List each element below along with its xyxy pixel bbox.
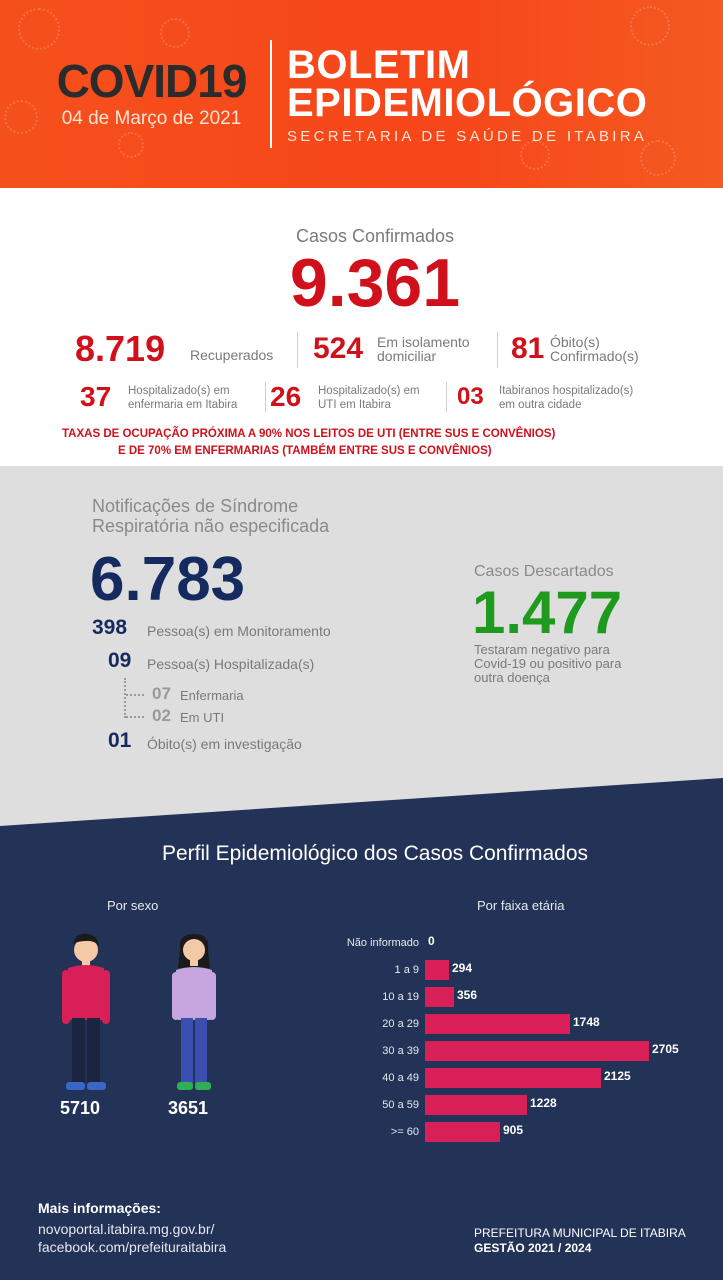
ward-label-2: enfermaria em Itabira — [128, 399, 238, 411]
age-category-label: >= 60 — [390, 1126, 419, 1138]
isolation-label-1: Em isolamento — [377, 334, 470, 350]
virus-icon — [640, 140, 676, 176]
age-bar — [425, 1068, 601, 1088]
recovered-value: 8.719 — [75, 328, 166, 369]
deaths-value: 81 — [511, 332, 545, 365]
age-bar — [425, 987, 454, 1007]
divider — [265, 382, 266, 412]
age-bar — [425, 1014, 570, 1034]
virus-icon — [630, 6, 670, 46]
age-bar-value: 294 — [452, 961, 473, 975]
occupancy-warning-1: TAXAS DE OCUPAÇÃO PRÓXIMA A 90% NOS LEITOS DE UTI (ENTRE SUS E CONVÊNIOS) — [62, 428, 556, 440]
tree-connector — [126, 716, 144, 718]
ward-label-1: Hospitalizado(s) em — [128, 385, 230, 397]
header-divider — [270, 40, 272, 148]
prefeitura-block — [474, 1226, 686, 1256]
isolation-label-2: domiciliar — [377, 348, 437, 364]
female-figure-icon — [166, 928, 222, 1096]
divider — [446, 382, 447, 412]
age-category-label: 30 a 39 — [382, 1045, 419, 1057]
more-info-block — [38, 1200, 226, 1256]
age-bar-value: 2125 — [604, 1069, 631, 1083]
notifications-label — [92, 496, 329, 536]
bulletin-title-line2: EPIDEMIOLÓGICO — [287, 81, 648, 125]
covid-title-block — [44, 55, 259, 130]
deaths-investigation-value: 01 — [108, 729, 132, 752]
age-category-label: 50 a 59 — [382, 1099, 419, 1111]
facebook-link[interactable]: facebook.com/prefeituraitabira — [38, 1239, 227, 1255]
notifications-label-2: Respiratória não especificada — [92, 516, 330, 536]
bulletin-date: 04 de Março de 2021 — [61, 108, 242, 129]
ward-sub-value: 07 — [152, 684, 171, 703]
occupancy-warning-2: E DE 70% EM ENFERMARIAS (TAMBÉM ENTRE SUS E CONVÊNIOS) — [118, 445, 492, 457]
isolation-value: 524 — [313, 332, 364, 365]
icu-sub-label: Em UTI — [180, 710, 225, 725]
deaths-investigation-label: Óbito(s) em investigação — [147, 736, 302, 752]
more-info-title: Mais informações: — [38, 1200, 161, 1216]
confirmed-label: Casos Confirmados — [295, 226, 455, 246]
gestao-label: GESTÃO 2021 / 2024 — [474, 1241, 592, 1255]
hospitalized-value: 09 — [108, 649, 132, 672]
notifications-value: 6.783 — [90, 545, 246, 614]
age-bar — [425, 960, 449, 980]
deaths-label-1: Óbito(s) — [550, 334, 600, 350]
ward-value: 37 — [80, 381, 112, 412]
age-category-label: 10 a 19 — [382, 991, 419, 1003]
age-bar — [425, 1122, 500, 1142]
other-city-value: 03 — [457, 383, 484, 410]
divider — [497, 332, 498, 368]
age-bar-value: 356 — [457, 988, 478, 1002]
virus-icon — [160, 18, 190, 48]
covid-title: COVID19 — [56, 55, 247, 107]
deaths-label-2: Confirmado(s) — [550, 348, 639, 364]
other-city-label-2: em outra cidade — [499, 399, 582, 411]
notifications-label-1: Notificações de Síndrome — [92, 496, 299, 516]
secretaria-label: SECRETARIA DE SAÚDE DE ITABIRA — [287, 128, 648, 145]
age-category-label: 40 a 49 — [382, 1072, 419, 1084]
age-bar-value: 1228 — [530, 1096, 557, 1110]
age-category-label: 20 a 29 — [382, 1018, 419, 1030]
divider — [297, 332, 298, 368]
virus-icon — [4, 100, 38, 134]
virus-icon — [18, 8, 60, 50]
bulletin-title-block — [287, 43, 648, 145]
female-count: 3651 — [168, 1098, 209, 1118]
age-bar-value: 2705 — [652, 1042, 679, 1056]
age-category-label: Não informado — [346, 937, 419, 949]
discarded-note-2: Covid-19 ou positivo para — [474, 656, 622, 671]
monitoring-label: Pessoa(s) em Monitoramento — [147, 623, 331, 639]
age-bar — [425, 1095, 527, 1115]
website-link[interactable]: novoportal.itabira.mg.gov.br/ — [38, 1221, 215, 1237]
other-city-label-1: Itabiranos hospitalizado(s) — [499, 385, 634, 397]
recovered-label: Recuperados — [190, 347, 274, 363]
icu-label-1: Hospitalizado(s) em — [318, 385, 420, 397]
age-bar-value: 1748 — [573, 1015, 600, 1029]
age-bar-value: 0 — [428, 934, 435, 948]
discarded-note-3: outra doença — [474, 670, 550, 685]
by-age-label: Por faixa etária — [477, 898, 565, 913]
age-bar-value: 905 — [503, 1123, 524, 1137]
header-banner — [0, 0, 723, 188]
discarded-note-1: Testaram negativo para — [474, 642, 610, 657]
profile-title: Perfil Epidemiológico dos Casos Confirmados — [161, 842, 589, 865]
confirmed-section — [0, 188, 723, 466]
confirmed-value: 9.361 — [289, 245, 461, 321]
bulletin-title-line1: BOLETIM — [287, 43, 471, 87]
age-bar — [425, 1041, 649, 1061]
male-figure-icon — [56, 928, 116, 1096]
discarded-value: 1.477 — [472, 579, 623, 646]
discarded-note — [474, 643, 664, 685]
monitoring-value: 398 — [92, 616, 128, 639]
ward-sub-label: Enfermaria — [180, 688, 244, 703]
discarded-label: Casos Descartados — [474, 563, 614, 580]
age-category-label: 1 a 9 — [394, 964, 419, 976]
hospitalized-label: Pessoa(s) Hospitalizada(s) — [147, 656, 315, 672]
male-count: 5710 — [60, 1098, 101, 1118]
by-sex-label: Por sexo — [107, 898, 159, 913]
icu-value: 26 — [270, 381, 302, 412]
tree-connector — [126, 694, 144, 696]
icu-sub-value: 02 — [152, 706, 171, 725]
icu-label-2: UTI em Itabira — [318, 399, 391, 411]
virus-icon — [118, 132, 144, 158]
prefeitura-name: PREFEITURA MUNICIPAL DE ITABIRA — [474, 1226, 686, 1240]
notifications-section — [0, 466, 723, 826]
tree-connector — [124, 678, 126, 718]
